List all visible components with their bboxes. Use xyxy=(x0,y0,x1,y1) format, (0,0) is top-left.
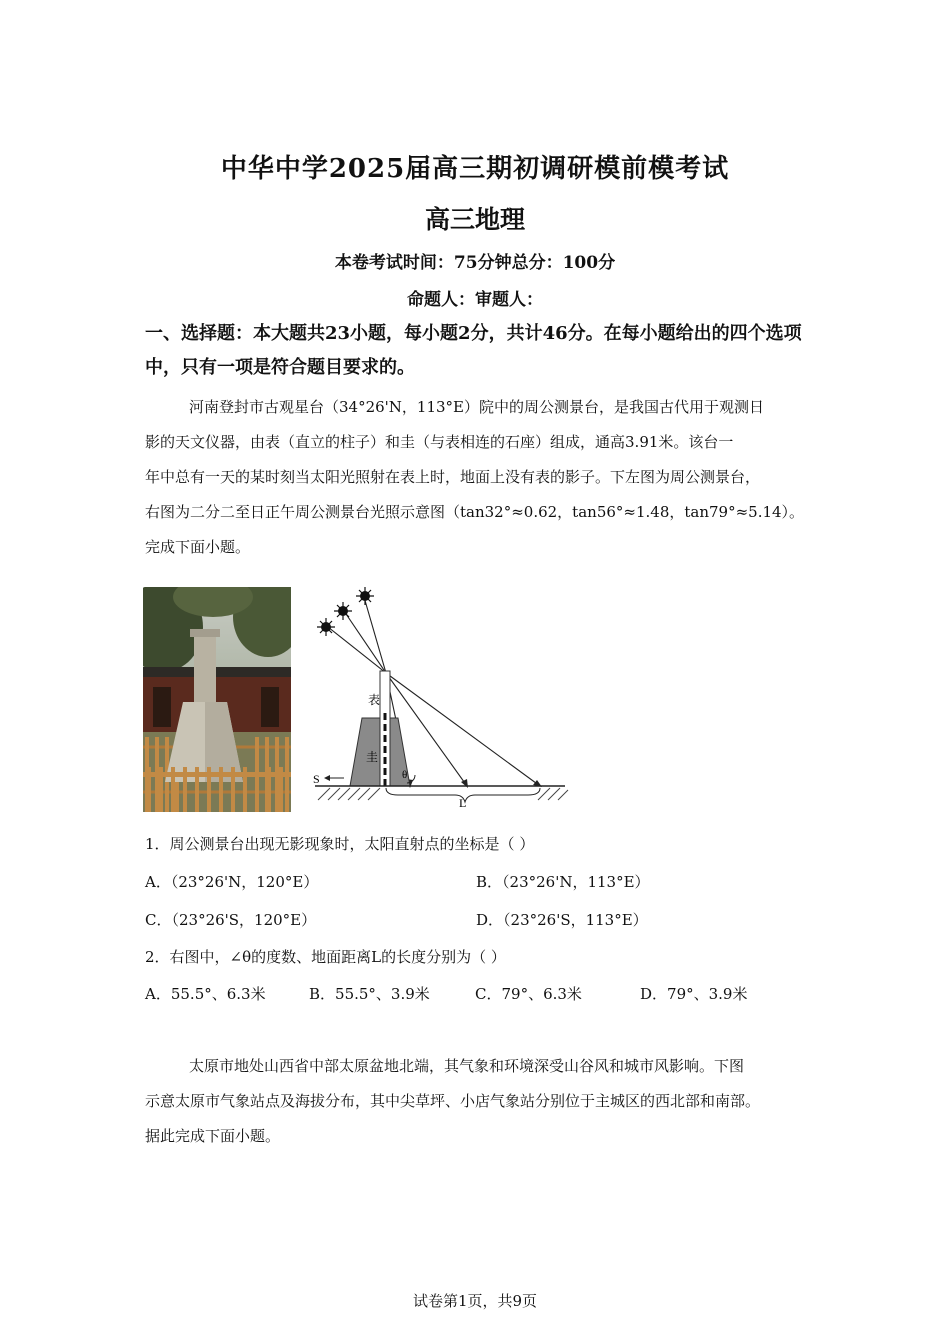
sun-icon xyxy=(356,587,374,605)
q1-option-a[interactable]: A．（23°26'N，120°E） xyxy=(145,873,319,891)
page-number: 试卷第1页，共9页 xyxy=(412,1292,538,1310)
passage-line: 太原市地处山西省中部太原盆地北端，其气象和环境深受山谷风和城市风影响。下图 xyxy=(189,1057,745,1075)
exam-title: 中华中学2025届高三期初调研模前模考试 xyxy=(220,154,730,184)
passage-2 xyxy=(145,1049,810,1154)
q1-option-b[interactable]: B．（23°26'N，113°E） xyxy=(476,873,650,891)
q2-option-c[interactable]: C．79°、6.3米 xyxy=(475,985,582,1003)
exam-info: 本卷考试时间：75分钟总分：100分 xyxy=(334,253,616,273)
passage-1 xyxy=(145,390,810,565)
passage-line: 河南登封市古观星台（34°26'N，113°E）院中的周公测景台，是我国古代用于观测日 xyxy=(189,398,765,416)
south-label: S xyxy=(313,772,320,786)
setters-line: 命题人：审题人： xyxy=(407,290,543,310)
passage-line: 示意太原市气象站点及海拔分布，其中尖草坪、小店气象站分别位于主城区的西北部和南部。 xyxy=(145,1092,761,1110)
sun-icon xyxy=(334,602,352,620)
section-heading: 一、选择题：本大题共23小题，每小题2分，共计46分。在每小题给出的四个选项中，只有一项是符合题目要求的。 xyxy=(145,323,802,378)
biao-label: 表 xyxy=(368,693,381,707)
subject-title: 高三地理 xyxy=(424,205,525,234)
l-label: L xyxy=(459,796,467,810)
q2-option-b[interactable]: B．55.5°、3.9米 xyxy=(309,985,430,1003)
passage-line: 年中总有一天的某时刻当太阳光照射在表上时，地面上没有表的影子。下左图为周公测景台， xyxy=(145,468,761,486)
q1-option-c[interactable]: C．（23°26'S，120°E） xyxy=(145,911,317,929)
sun-icon xyxy=(317,618,335,636)
passage-line: 据此完成下面小题。 xyxy=(145,1127,281,1145)
q1-option-d[interactable]: D．（23°26'S，113°E） xyxy=(476,911,648,929)
passage-line: 完成下面小题。 xyxy=(145,538,251,556)
question-1-stem: 1．周公测景台出现无影现象时，太阳直射点的坐标是（ ） xyxy=(145,835,535,853)
passage-line: 影的天文仪器，由表（直立的柱子）和圭（与表相连的石座）组成，通高3.91米。该台一 xyxy=(145,433,734,451)
gui-label: 圭 xyxy=(366,750,379,764)
observatory-photo xyxy=(143,587,291,812)
passage-line: 右图为二分二至日正午周公测景台光照示意图（tan32°≈0.62，tan56°≈1.48，tan79°≈5.14）。 xyxy=(145,503,805,521)
sun-shadow-diagram xyxy=(310,583,570,811)
q2-option-d[interactable]: D．79°、3.9米 xyxy=(640,985,748,1003)
question-2-stem: 2．右图中，∠θ的度数、地面距离L的长度分别为（ ） xyxy=(145,948,506,966)
theta-label: θ xyxy=(402,769,408,781)
q2-option-a[interactable]: A．55.5°、6.3米 xyxy=(145,985,266,1003)
